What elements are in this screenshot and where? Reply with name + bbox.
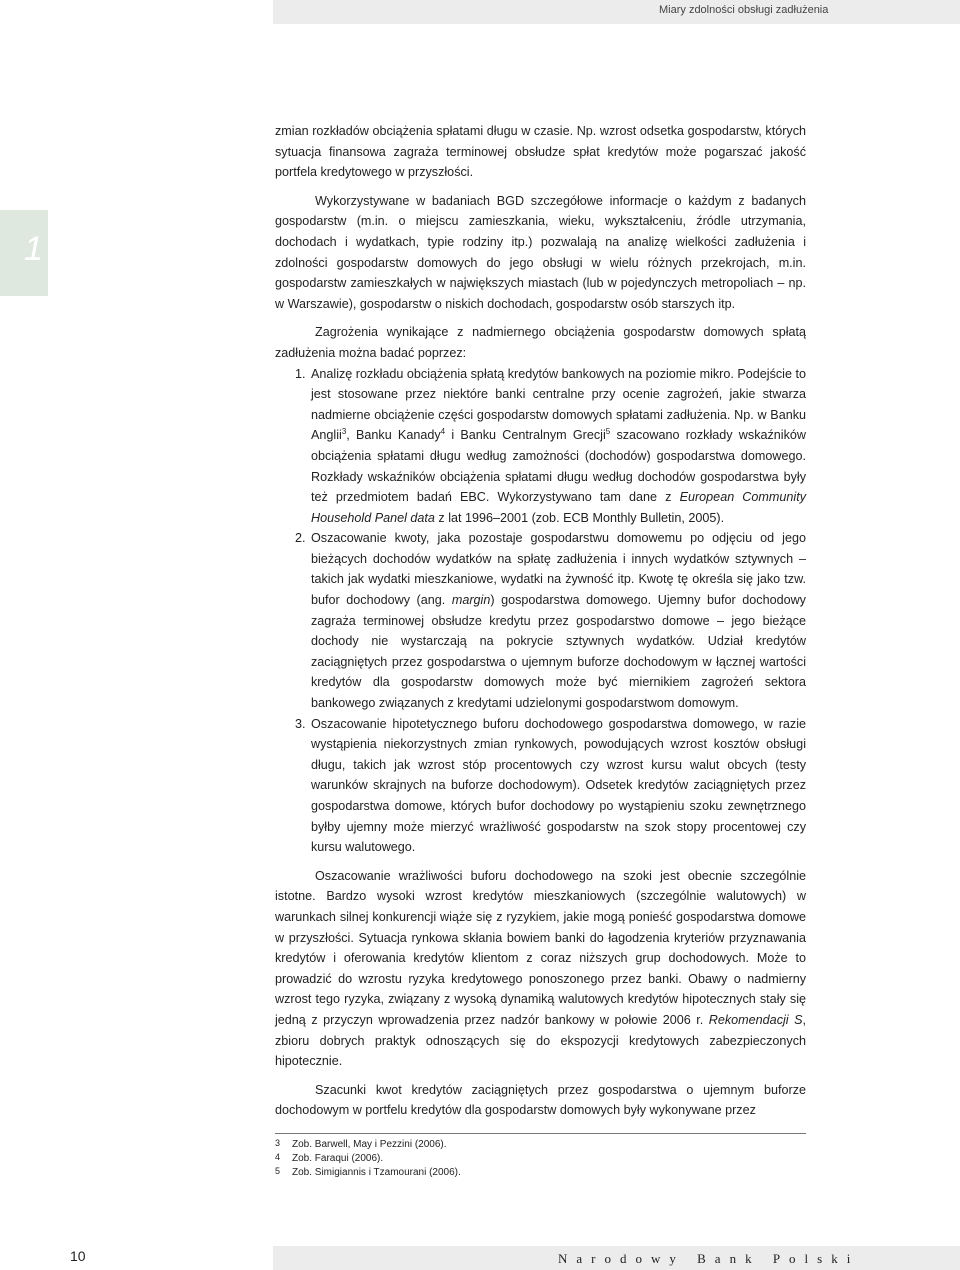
- footnote-ref: 4: [440, 427, 446, 437]
- footnote-text: Zob. Simigiannis i Tzamourani (2006).: [292, 1167, 461, 1178]
- page-number: 10: [70, 1248, 86, 1264]
- paragraph-text: , zbioru dobrych praktyk odnoszących się do ekspozycji kredytowych zabezpieczonych hipotecznie.: [275, 1012, 806, 1069]
- list-item: [275, 364, 806, 529]
- footnote-text: Zob. Faraqui (2006).: [292, 1153, 384, 1164]
- paragraph: Szacunki kwot kredytów zaciągniętych przez gospodarstwa o ujemnym buforze dochodowym w portfelu kredytów dla gospodarstw domowych były wykonywane przez: [275, 1082, 806, 1118]
- list-number: 1.: [295, 366, 306, 381]
- footnote-ref: 3: [341, 427, 347, 437]
- list-text: z lat 1996–2001 (zob. ECB Monthly Bulletin, 2005).: [434, 510, 725, 525]
- chapter-number: 1: [24, 230, 43, 268]
- numbered-list: [275, 364, 806, 858]
- paragraph: Wykorzystywane w badaniach BGD szczegółowe informacje o każdym z badanych gospodarstw (m.in. o miejscu zamieszkania, wieku, wykształceniu, źródle utrzymania, dochodach i wydatkach, typie rodziny itp.) pozwalają na analizę wielkości zadłużenia i zdolności gospodarstw domowych do jego obsługi w wielu różnych przekrojach, m.in. gospodarstw zamieszkałych w największych miastach (lub w pojedynczych metropoliach – np. w Warszawie), gospodarstw o niskich dochodach, gospodarstw osób starszych itp.: [275, 193, 806, 311]
- list-text: Oszacowanie hipotetycznego buforu dochodowego gospodarstwa domowego, w razie wystąpienia niekorzystnych zmian rynkowych, powodujących wzrost kosztów obsługi długu, takich jak wzrost stóp procentowych czy wzrost kursu walut obcych (testy warunków skrajnych na buforze dochodowym). Odsetek kredytów zaciągniętych przez gospodarstwa domowe, których bufor dochodowy po wystąpieniu szoku zewnętrznego byłby ujemny może mierzyć wrażliwość gospodarstw na szok stopy procentowej czy kursu walutowego.: [311, 716, 806, 855]
- list-text: ) gospodarstwa domowego. Ujemny bufor dochodowy zagraża terminowej obsłudze kredytu przez gospodarstwo domowe – jego bieżące dochody nie wystarczają na pokrycie sztywnych wydatków. Udział kredytów zaciągniętych przez gospodarstwa o ujemnym buforze dochodowym w łącznej wartości kredytów dla gospodarstw domowych może być miernikiem zagrożeń sektora bankowego związanych z kredytami udzielonymi gospodarstwom domowym.: [311, 593, 806, 711]
- list-text: , Banku Kanady: [346, 428, 441, 443]
- footnote: [275, 1166, 806, 1180]
- paragraph: zmian rozkładów obciążenia spłatami długu w czasie. Np. wzrost odsetka gospodarstw, których sytuacja finansowa zagraża terminowej obsłudze spłat kredytów może pogarszać jakość portfela kredytowego w przyszłości.: [275, 124, 806, 180]
- paragraph: Zagrożenia wynikające z nadmiernego obciążenia gospodarstw domowych spłatą zadłużenia można badać poprzez:: [275, 325, 806, 360]
- footnote-text: Zob. Barwell, May i Pezzini (2006).: [292, 1139, 447, 1150]
- footnote-number: 5: [275, 1166, 281, 1176]
- footnotes: [275, 1133, 806, 1180]
- body-text: [275, 121, 806, 1121]
- list-text: szacowano rozkłady wskaźników obciążenia spłatami długu według zamożności (dochodów) gospodarstwa domowego. Rozkłady wskaźników obciążenia spłatami długu według dochodów gospodarstwa były też przedmiotem badań EBC. Wykorzystywano tam dane z: [311, 428, 806, 505]
- paragraph-text: Oszacowanie wrażliwości buforu dochodowego na szoki jest obecnie szczególnie istotne. Bardzo wysoki wzrost kredytów mieszkaniowych (szczególnie walutowych) w warunkach silnej konkurencji wiąże się z ryzykiem, jakie mogą ponieść gospodarstwa domowe w przyszłości. Sytuacja rynkowa skłania bowiem banki do łagodzenia kryteriów przyznawania kredytów i oferowania kredytów klientom z coraz niższych grup dochodowych. Może to prowadzić do wzrostu ryzyka kredytowego ponoszonego przez banki. Obawy o nadmierny wzrost tego ryzyka, związany z wysoką dynamiką walutowych kredytów hipotecznych stały się jedną z przyczyn wprowadzenia przez nadzór bankowy w połowie 2006 r.: [275, 868, 806, 1027]
- header-bar: [273, 0, 960, 24]
- paragraph: [275, 866, 806, 1072]
- footnote: [275, 1138, 806, 1152]
- footnote-ref: 5: [605, 427, 611, 437]
- footnote: [275, 1152, 806, 1166]
- publisher-name: Narodowy Bank Polski: [558, 1251, 860, 1266]
- footnote-number: 3: [275, 1138, 281, 1148]
- list-item: [275, 714, 806, 858]
- list-text: Oszacowanie kwoty, jaka pozostaje gospodarstwu domowemu po odjęciu od jego bieżących dochodów wydatków na spłatę zadłużenia i innych wydatków sztywnych – takich jak wydatki mieszkaniowe, wydatki na żywność itp. Kwotę tę określa się jako tzw. bufor dochodowy (ang.: [311, 531, 806, 608]
- list-text: Analizę rozkładu obciążenia spłatą kredytów bankowych na poziomie mikro. Podejście to jest stosowane przez niektóre banki centralne przy ocenie zagrożeń, jakie stwarza nadmierne obciążenie części gospodarstw domowych spłatami zadłużenia. Np. w Banku Anglii: [311, 366, 806, 443]
- list-number: 2.: [295, 531, 306, 546]
- list-number: 3.: [295, 716, 306, 731]
- italic-term: margin: [451, 593, 491, 608]
- italic-term: European Community Household Panel data: [311, 490, 806, 525]
- list-item: [275, 528, 806, 713]
- italic-term: Rekomendacji S: [708, 1012, 803, 1027]
- list-text: i Banku Centralnym Grecji: [445, 428, 606, 443]
- footnote-number: 4: [275, 1152, 281, 1162]
- running-header-title: Miary zdolności obsługi zadłużenia: [659, 4, 829, 16]
